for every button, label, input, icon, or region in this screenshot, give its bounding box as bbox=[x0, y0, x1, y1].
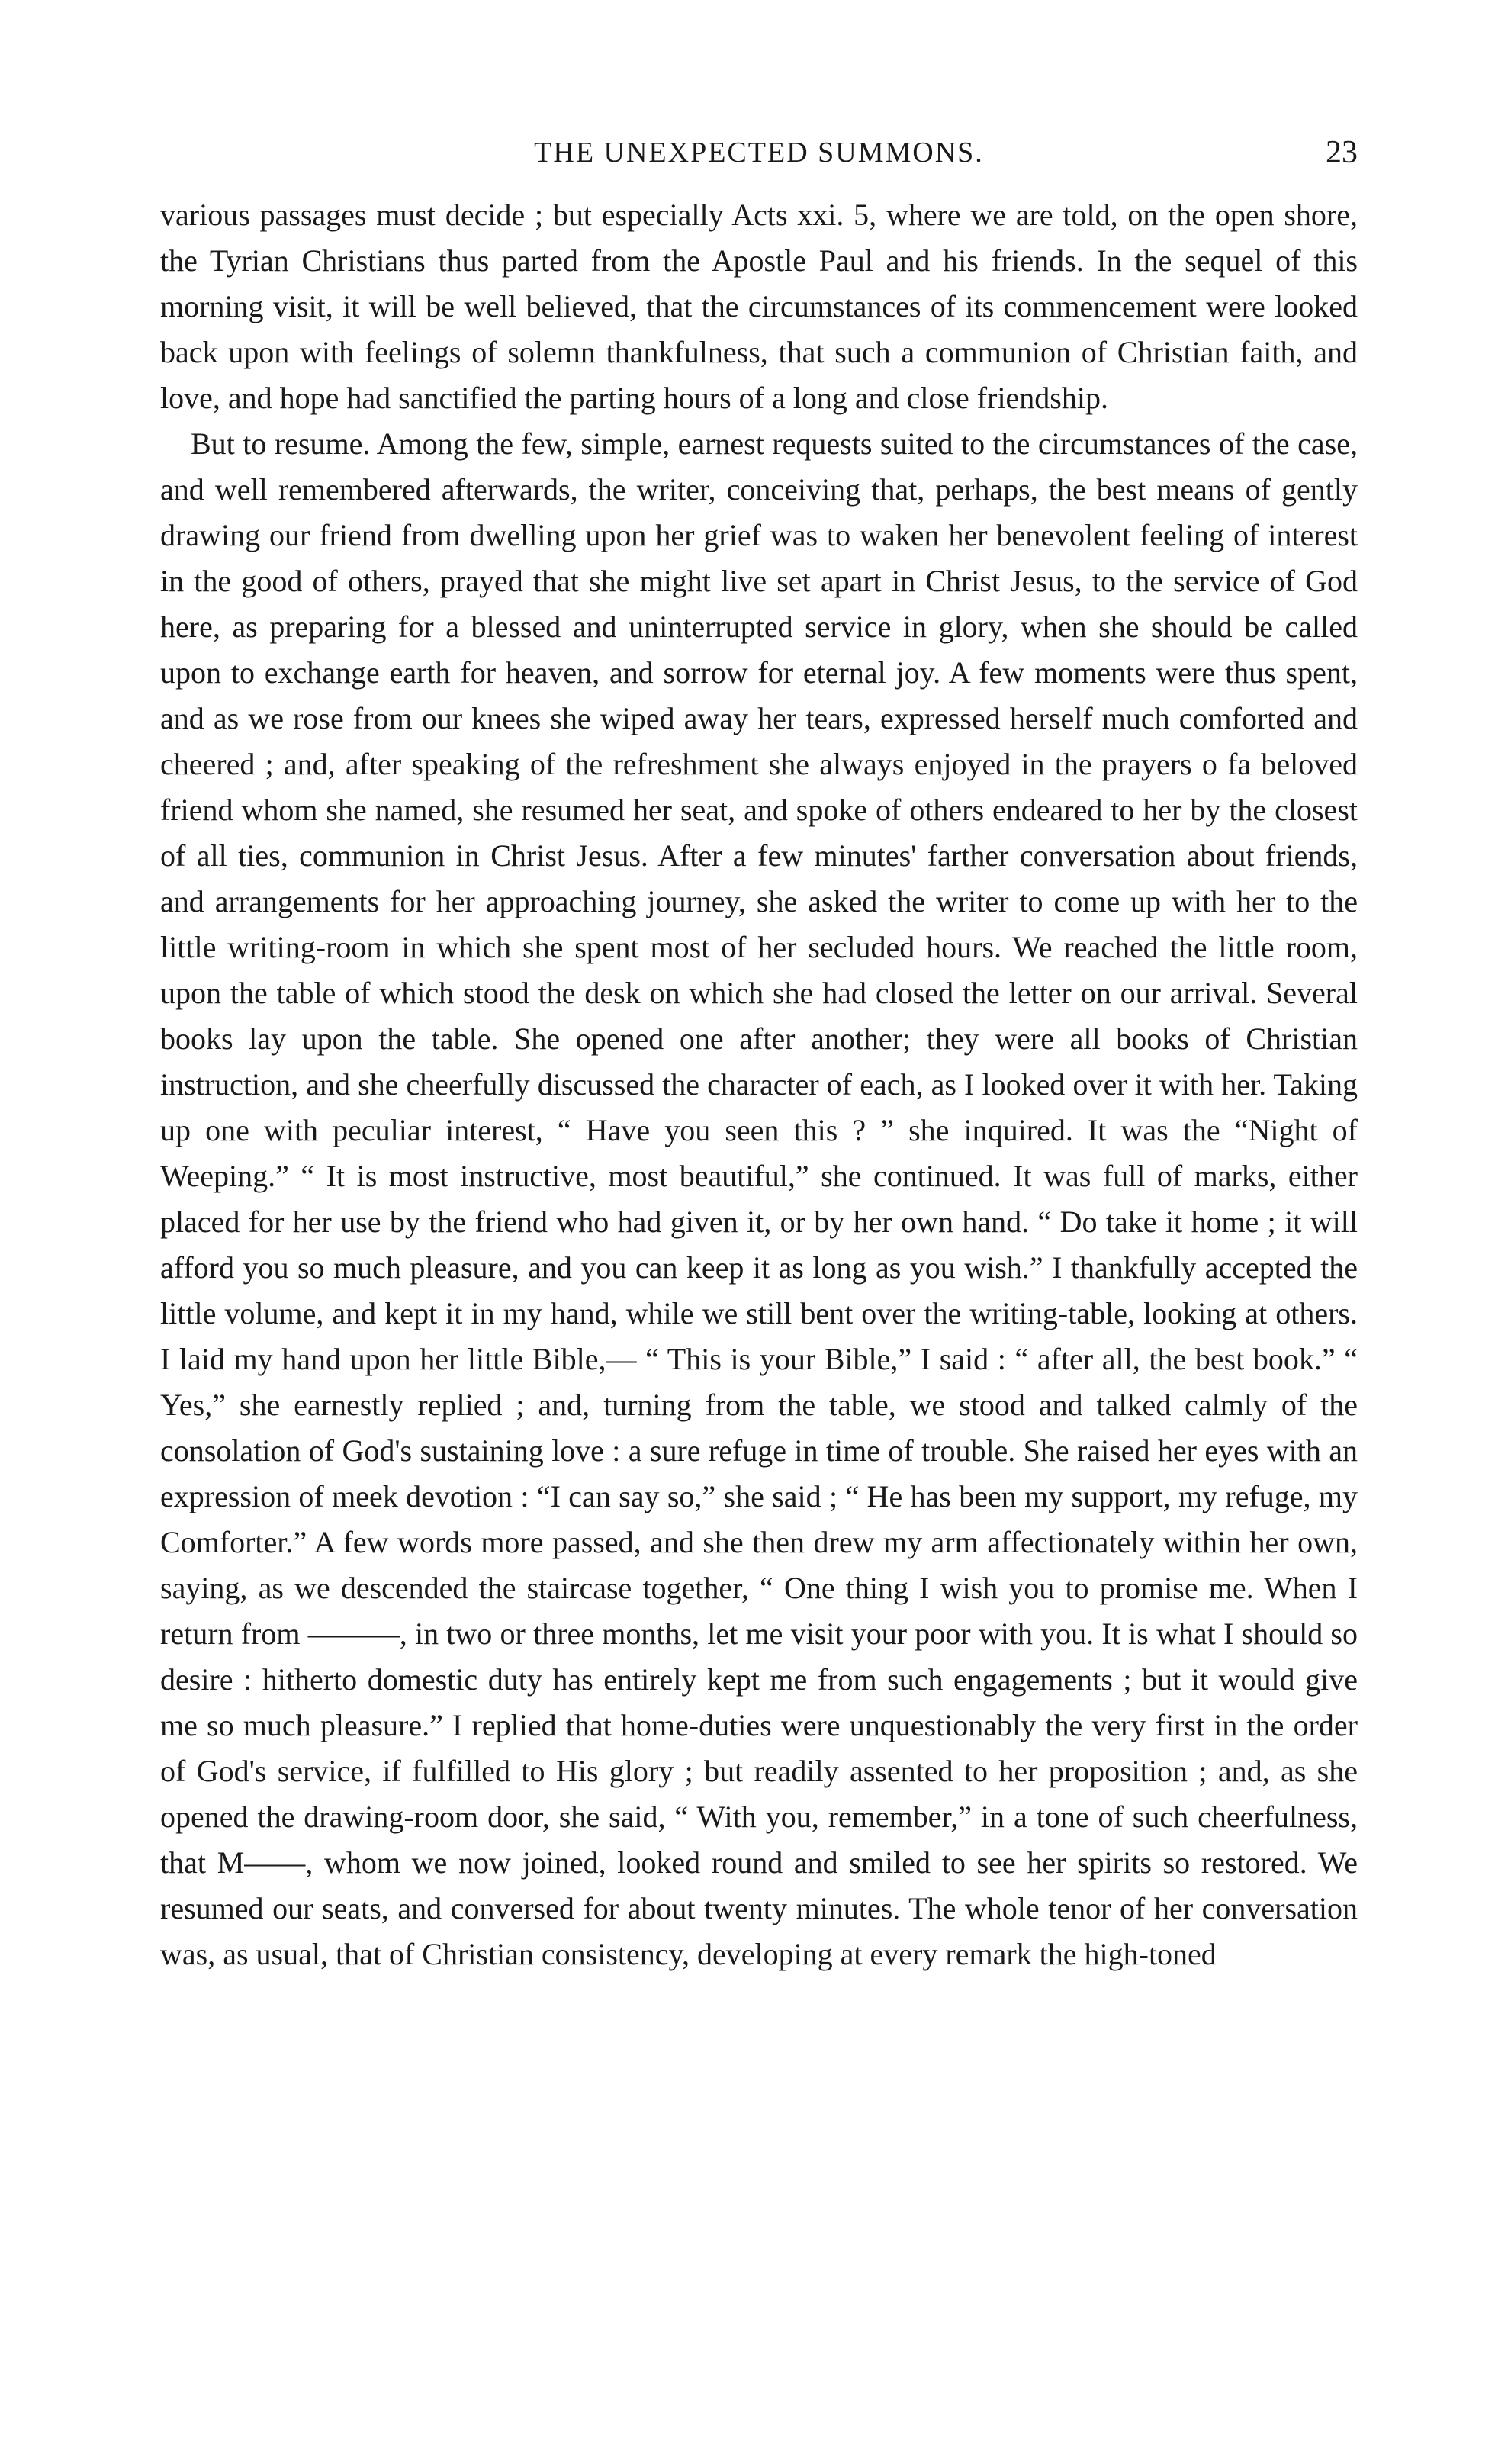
running-head bbox=[160, 130, 1358, 183]
paragraph-main: But to resume. Among the few, simple, earnest requests suited to the circumstances of the case, and well remembered afterwards, the writer, conceiving that, perhaps, the best means of gently drawing our friend from dwelling upon her grief was to waken her benevolent feeling of interest in the good of others, prayed that she might live set apart in Christ Jesus, to the service of God here, as preparing for a blessed and uninterrupted service in glory, when she should be called upon to exchange earth for heaven, and sorrow for eternal joy. A few moments were thus spent, and as we rose from our knees she wiped away her tears, expressed herself much comforted and cheered ; and, after speaking of the refreshment she always enjoyed in the prayers o fa beloved friend whom she named, she resumed her seat, and spoke of others endeared to her by the closest of all ties, communion in Christ Jesus. After a few minutes' farther conversation about friends, and arrangements for her approaching journey, she asked the writer to come up with her to the little writing-room in which she spent most of her secluded hours. We reached the little room, upon the table of which stood the desk on which she had closed the letter on our arrival. Several books lay upon the table. She opened one after another; they were all books of Christian instruction, and she cheerfully discussed the character of each, as I looked over it with her. Taking up one with peculiar interest, “ Have you seen this ? ” she inquired. It was the “Night of Weeping.” “ It is most instructive, most beautiful,” she continued. It was full of marks, either placed for her use by the friend who had given it, or by her own hand. “ Do take it home ; it will afford you so much pleasure, and you can keep it as long as you wish.” I thankfully accepted the little volume, and kept it in my hand, while we still bent over the writing-table, looking at others. I laid my hand upon her little Bible,— “ This is your Bible,” I said : “ after all, the best book.” “ Yes,” she earnestly replied ; and, turning from the table, we stood and talked calmly of the consolation of God's sustaining love : a sure refuge in time of trouble. She raised her eyes with an expression of meek devotion : “I can say so,” she said ; “ He has been my support, my refuge, my Comforter.” A few words more passed, and she then drew my arm affectionately within her own, saying, as we descended the staircase together, “ One thing I wish you to promise me. When I return from ———, in two or three months, let me visit your poor with you. It is what I should so desire : hitherto domestic duty has entirely kept me from such engagements ; but it would give me so much pleasure.” I replied that home-duties were unquestionably the very first in the order of God's service, if fulfilled to His glory ; but readily assented to her proposition ; and, as she opened the drawing-room door, she said, “ With you, remember,” in a tone of such cheerfulness, that M——, whom we now joined, looked round and smiled to see her spirits so restored. We resumed our seats, and conversed for about twenty minutes. The whole tenor of her conversation was, as usual, that of Christian consistency, developing at every remark the high-toned bbox=[160, 426, 1358, 1971]
running-title: THE UNEXPECTED SUMMONS. bbox=[534, 137, 984, 169]
book-page bbox=[160, 130, 1358, 1977]
page-number: 23 bbox=[1326, 135, 1358, 170]
paragraph-continuation: various passages must decide ; but especially Acts xxi. 5, where we are told, on the open shore, the Tyrian Christians thus parted from the Apostle Paul and his friends. In the sequel of this morning visit, it will be well believed, that the circumstances of its commencement were looked back upon with feelings of solemn thankfulness, that such a communion of Christian faith, and love, and hope had sanctified the parting hours of a long and close friendship. bbox=[160, 198, 1358, 415]
